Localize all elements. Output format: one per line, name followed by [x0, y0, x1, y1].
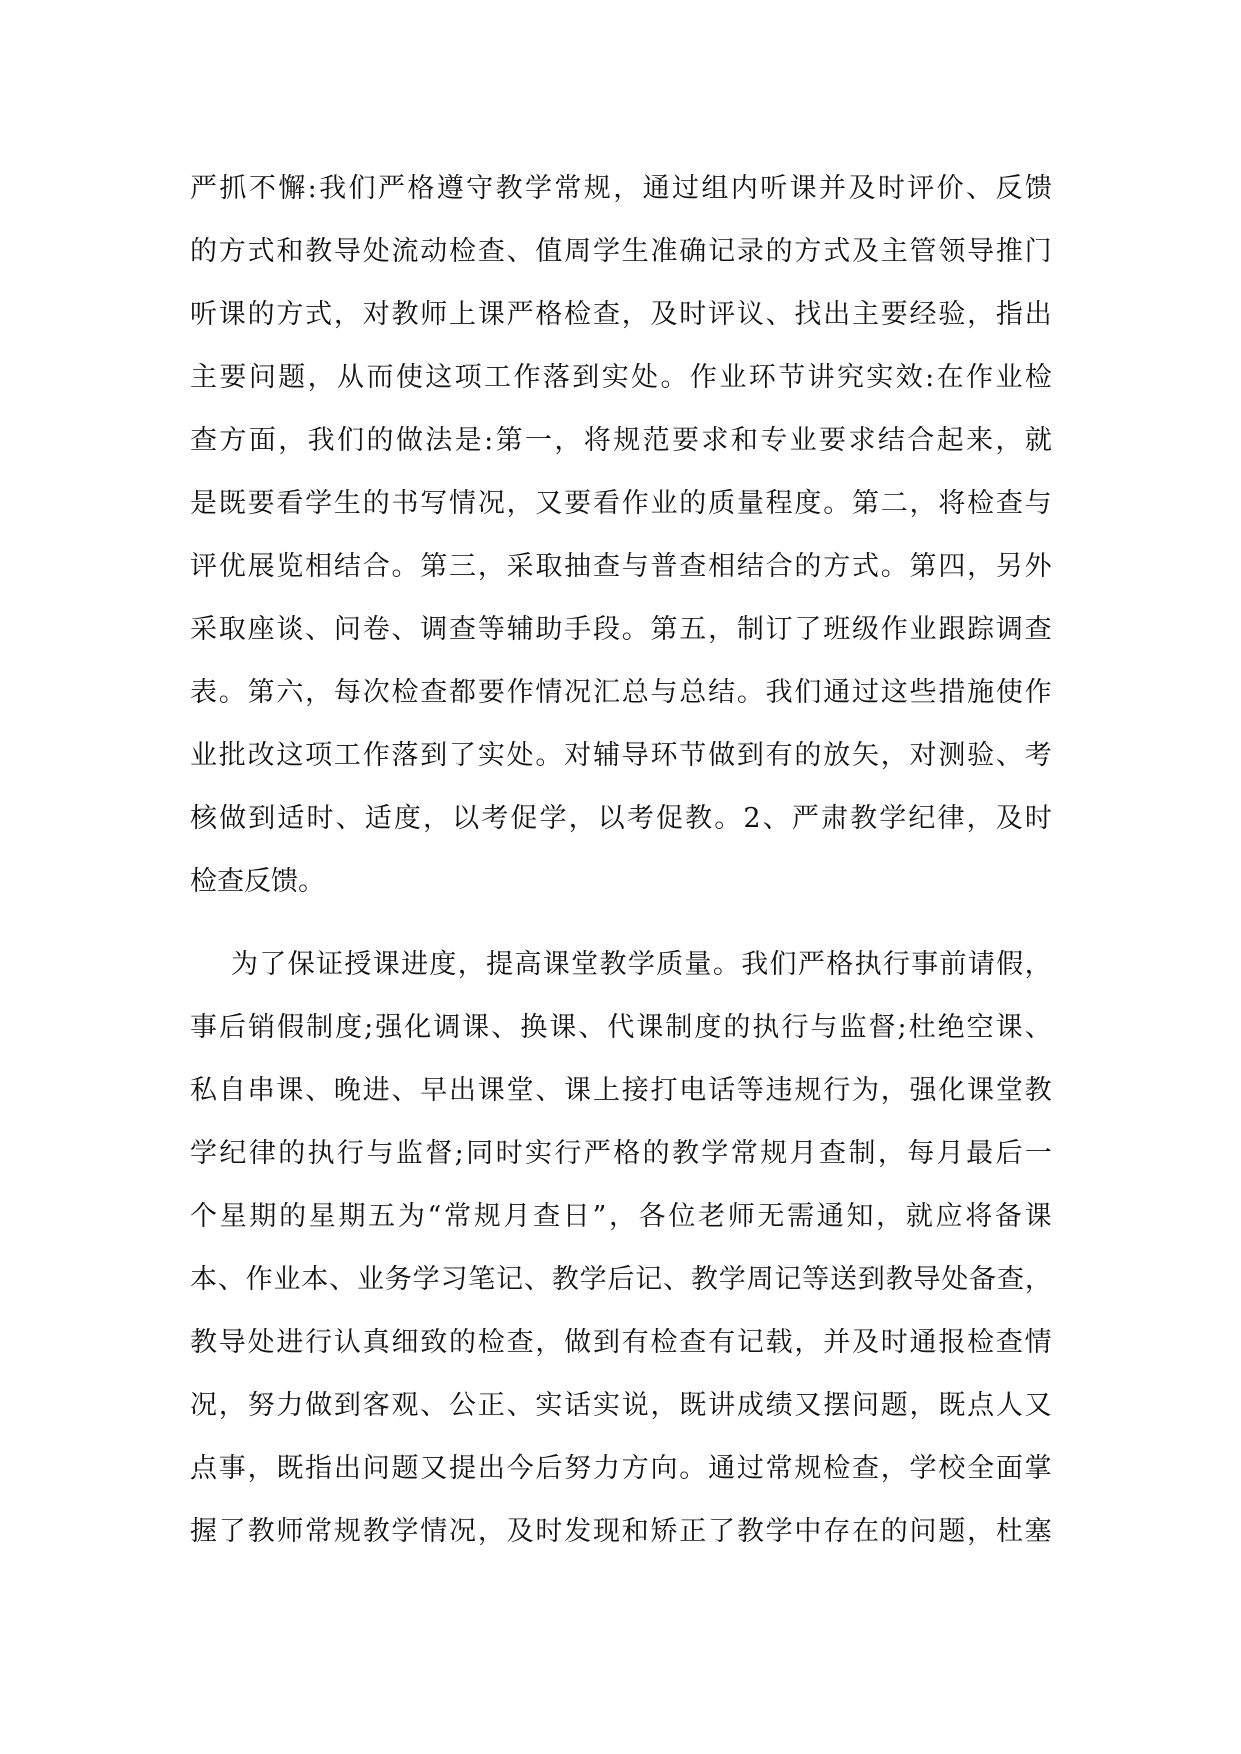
text-line: 检查反馈。 — [190, 866, 325, 897]
text-line: 查 方 面 ， 我 们 的 做 法 是 : 第 一 ， 将 规 范 要 求 和 专 业 要 求 结 合 起 来 ， 就 — [190, 425, 1052, 456]
paragraph-2 — [190, 933, 1052, 1563]
text-line: 业 批 改 这 项 工 作 落 到 了 实 处 。 对 辅 导 环 节 做 到 有 的 放 矢 ， 对 测 验 、 考 — [190, 740, 1052, 771]
text-line: 本 、 作 业 本 、 业 务 学 习 笔 记 、 教 学 后 记 、 教 学 周 记 等 送 到 教 导 处 备 查 ， — [190, 1264, 1052, 1295]
text-line: 教 导 处 进 行 认 真 细 致 的 检 查 ， 做 到 有 检 查 有 记 载 ， 并 及 时 通 报 检 查 情 — [190, 1327, 1052, 1358]
text-line: 的 方 式 和 教 导 处 流 动 检 查 、 值 周 学 生 准 确 记 录 的 方 式 及 主 管 领 导 推 门 — [190, 236, 1052, 267]
text-line: 是 既 要 看 学 生 的 书 写 情 况 ， 又 要 看 作 业 的 质 量 程 度 。 第 二 ， 将 检 查 与 — [190, 488, 1052, 519]
text-line: 况 ， 努 力 做 到 客 观 、 公 正 、 实 话 实 说 ， 既 讲 成 绩 又 摆 问 题 ， 既 点 人 又 — [190, 1390, 1052, 1421]
text-line: 主 要 问 题 ， 从 而 使 这 项 工 作 落 到 实 处 。 作 业 环 节 讲 究 实 效 : 在 作 业 检 — [190, 362, 1052, 393]
text-line: 严 抓 不 懈 : 我 们 严 格 遵 守 教 学 常 规 ， 通 过 组 内 听 课 并 及 时 评 价 、 反 馈 — [190, 173, 1052, 204]
text-line: 为 了 保 证 授 课 进 度 ， 提 高 课 堂 教 学 质 量 。 我 们 严 格 执 行 事 前 请 假 ， — [231, 949, 1052, 980]
text-line: 事 后 销 假 制 度 ; 强 化 调 课 、 换 课 、 代 课 制 度 的 执 行 与 监 督 ; 杜 绝 空 课 、 — [190, 1012, 1052, 1043]
text-line: 采 取 座 谈 、 问 卷 、 调 查 等 辅 助 手 段 。 第 五 ， 制 订 了 班 级 作 业 跟 踪 调 查 — [190, 614, 1052, 645]
text-line: 握 了 教 师 常 规 教 学 情 况 ， 及 时 发 现 和 矫 正 了 教 学 中 存 在 的 问 题 ， 杜 塞 — [190, 1516, 1052, 1547]
text-line: 私 自 串 课 、 晚 进 、 早 出 课 堂 、 课 上 接 打 电 话 等 违 规 行 为 ， 强 化 课 堂 教 — [190, 1075, 1052, 1106]
text-line: 表 。 第 六 ， 每 次 检 查 都 要 作 情 况 汇 总 与 总 结 。 我 们 通 过 这 些 措 施 使 作 — [190, 677, 1052, 708]
text-line: 点 事 ， 既 指 出 问 题 又 提 出 今 后 努 力 方 向 。 通 过 常 规 检 查 ， 学 校 全 面 掌 — [190, 1453, 1052, 1484]
paragraph-1 — [190, 157, 1052, 913]
text-line: 评 优 展 览 相 结 合 。 第 三 ， 采 取 抽 查 与 普 查 相 结 合 的 方 式 。 第 四 ， 另 外 — [190, 551, 1052, 582]
text-line: 听 课 的 方 式 ， 对 教 师 上 课 严 格 检 查 ， 及 时 评 议 、 找 出 主 要 经 验 ， 指 出 — [190, 299, 1052, 330]
text-line: 核 做 到 适 时 、 适 度 ， 以 考 促 学 ， 以 考 促 教 。 2 、 严 肃 教 学 纪 律 ， 及 时 — [190, 803, 1052, 834]
text-line: 个 星 期 的 星 期 五 为 “ 常 规 月 查 日 ” ， 各 位 老 师 无 需 通 知 ， 就 应 将 备 课 — [190, 1201, 1052, 1232]
text-line: 学 纪 律 的 执 行 与 监 督 ; 同 时 实 行 严 格 的 教 学 常 规 月 查 制 ， 每 月 最 后 一 — [190, 1138, 1052, 1169]
